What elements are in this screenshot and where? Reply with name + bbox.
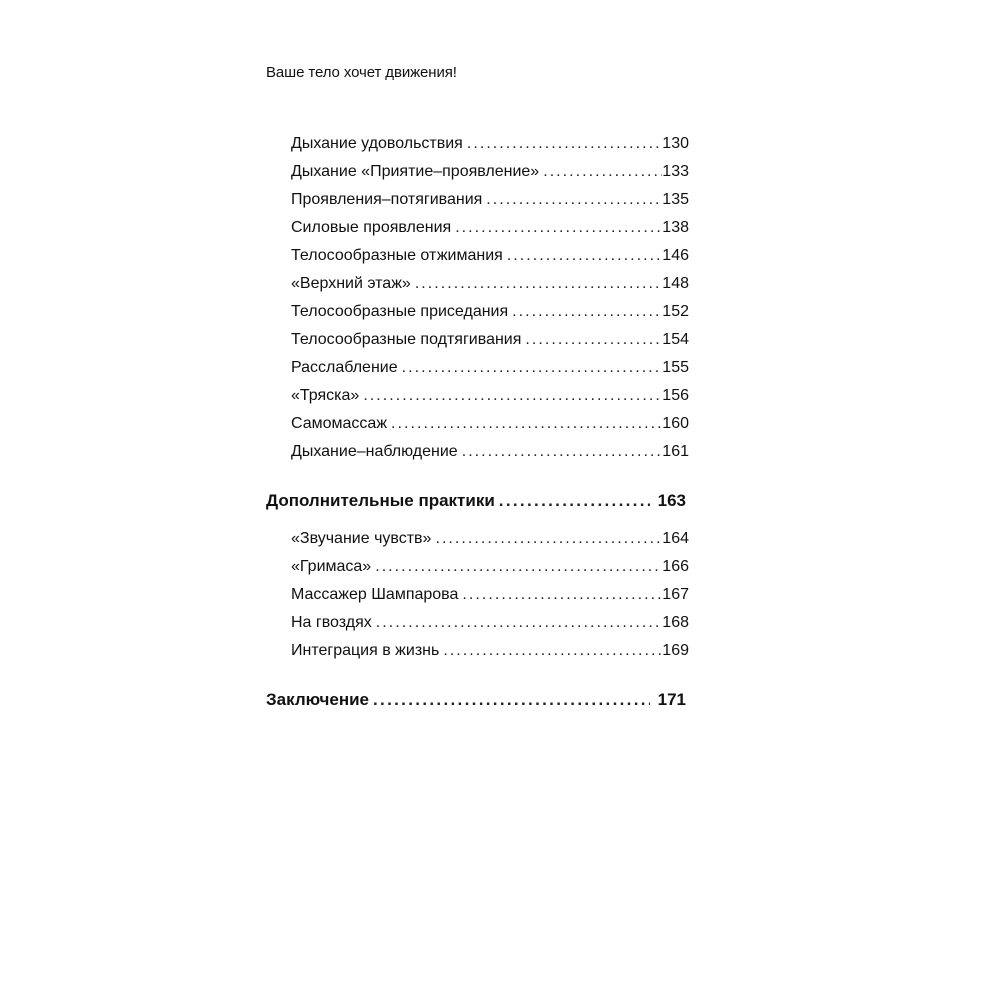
toc-entry[interactable] [291, 413, 689, 435]
dot-leader [398, 357, 663, 379]
toc-entry-title: Массажер Шампарова [291, 586, 459, 603]
toc-section-conclusion[interactable] [266, 689, 686, 711]
dot-leader [458, 584, 662, 606]
toc-entry[interactable] [291, 273, 689, 295]
toc-entry[interactable] [291, 528, 689, 550]
dot-leader [439, 640, 662, 662]
toc-entry[interactable] [291, 189, 689, 211]
toc-entry-page: 152 [662, 303, 689, 320]
toc-entry-page: 168 [662, 614, 689, 631]
dot-leader [451, 217, 662, 239]
toc-entry-page: 135 [662, 191, 689, 208]
dot-leader [458, 441, 663, 463]
dot-leader [463, 133, 662, 155]
toc-entry-page: 138 [662, 219, 689, 236]
dot-leader [369, 689, 650, 711]
toc-entry-page: 167 [662, 586, 689, 603]
toc-entry-page: 164 [662, 530, 689, 547]
dot-leader [482, 189, 662, 211]
dot-leader [387, 413, 662, 435]
toc-entry[interactable] [291, 161, 689, 183]
dot-leader [539, 161, 662, 183]
dot-leader [503, 245, 662, 267]
toc-entry-title: Дыхание удовольствия [291, 135, 463, 152]
toc-entry[interactable] [291, 217, 689, 239]
toc-entry[interactable] [291, 245, 689, 267]
toc-entry-page: 154 [662, 331, 689, 348]
toc-entry-title: «Тряска» [291, 387, 360, 404]
toc-entry-page: 169 [662, 642, 689, 659]
toc-entry[interactable] [291, 329, 689, 351]
dot-leader [372, 612, 663, 634]
toc-section-page: 163 [657, 491, 686, 510]
toc-section-additional[interactable] [266, 490, 686, 512]
toc-entry-page: 155 [662, 359, 689, 376]
toc-entry-title: Проявления–потягивания [291, 191, 483, 208]
toc-entry-title: Телосообразные отжимания [291, 247, 503, 264]
toc-entry-title: Дыхание–наблюдение [291, 443, 458, 460]
dot-leader [521, 329, 662, 351]
toc-entry[interactable] [291, 441, 689, 463]
toc-entry-title: «Верхний этаж» [291, 275, 411, 292]
toc-entry-title: Силовые проявления [291, 219, 452, 236]
toc-entry[interactable] [291, 584, 689, 606]
toc-entry-page: 146 [662, 247, 689, 264]
toc-entry[interactable] [291, 301, 689, 323]
dot-leader [411, 273, 662, 295]
toc-entry-title: «Гримаса» [291, 558, 372, 575]
toc-section-title: Заключение [266, 690, 369, 709]
running-head: Ваше тело хочет движения! [266, 64, 457, 81]
toc-entry-title: Самомассаж [291, 415, 388, 432]
toc-entry-title: Интеграция в жизнь [291, 642, 440, 659]
dot-leader [508, 301, 662, 323]
toc-entry-title: «Звучание чувств» [291, 530, 432, 547]
toc-entry-page: 148 [662, 275, 689, 292]
toc-entry-title: Телосообразные подтягивания [291, 331, 522, 348]
toc-entry-page: 166 [662, 558, 689, 575]
toc-section-page: 171 [657, 690, 686, 709]
dot-leader [495, 490, 650, 512]
toc-entry-title: На гвоздях [291, 614, 372, 631]
toc-entry-page: 130 [662, 135, 689, 152]
toc-entry[interactable] [291, 640, 689, 662]
dot-leader [359, 385, 662, 407]
toc-entry[interactable] [291, 556, 689, 578]
toc-entry-page: 133 [662, 163, 689, 180]
toc-entry-title: Дыхание «Приятие–проявление» [291, 163, 540, 180]
toc-entry[interactable] [291, 133, 689, 155]
toc-entry-page: 160 [662, 415, 689, 432]
dot-leader [431, 528, 662, 550]
toc-entry[interactable] [291, 612, 689, 634]
toc-entry-title: Расслабление [291, 359, 398, 376]
toc-entry[interactable] [291, 385, 689, 407]
toc-entry-page: 161 [662, 443, 689, 460]
dot-leader [371, 556, 662, 578]
toc-section-title: Дополнительные практики [266, 491, 495, 510]
toc-entry-title: Телосообразные приседания [291, 303, 509, 320]
toc-entry-page: 156 [662, 387, 689, 404]
toc-entry[interactable] [291, 357, 689, 379]
